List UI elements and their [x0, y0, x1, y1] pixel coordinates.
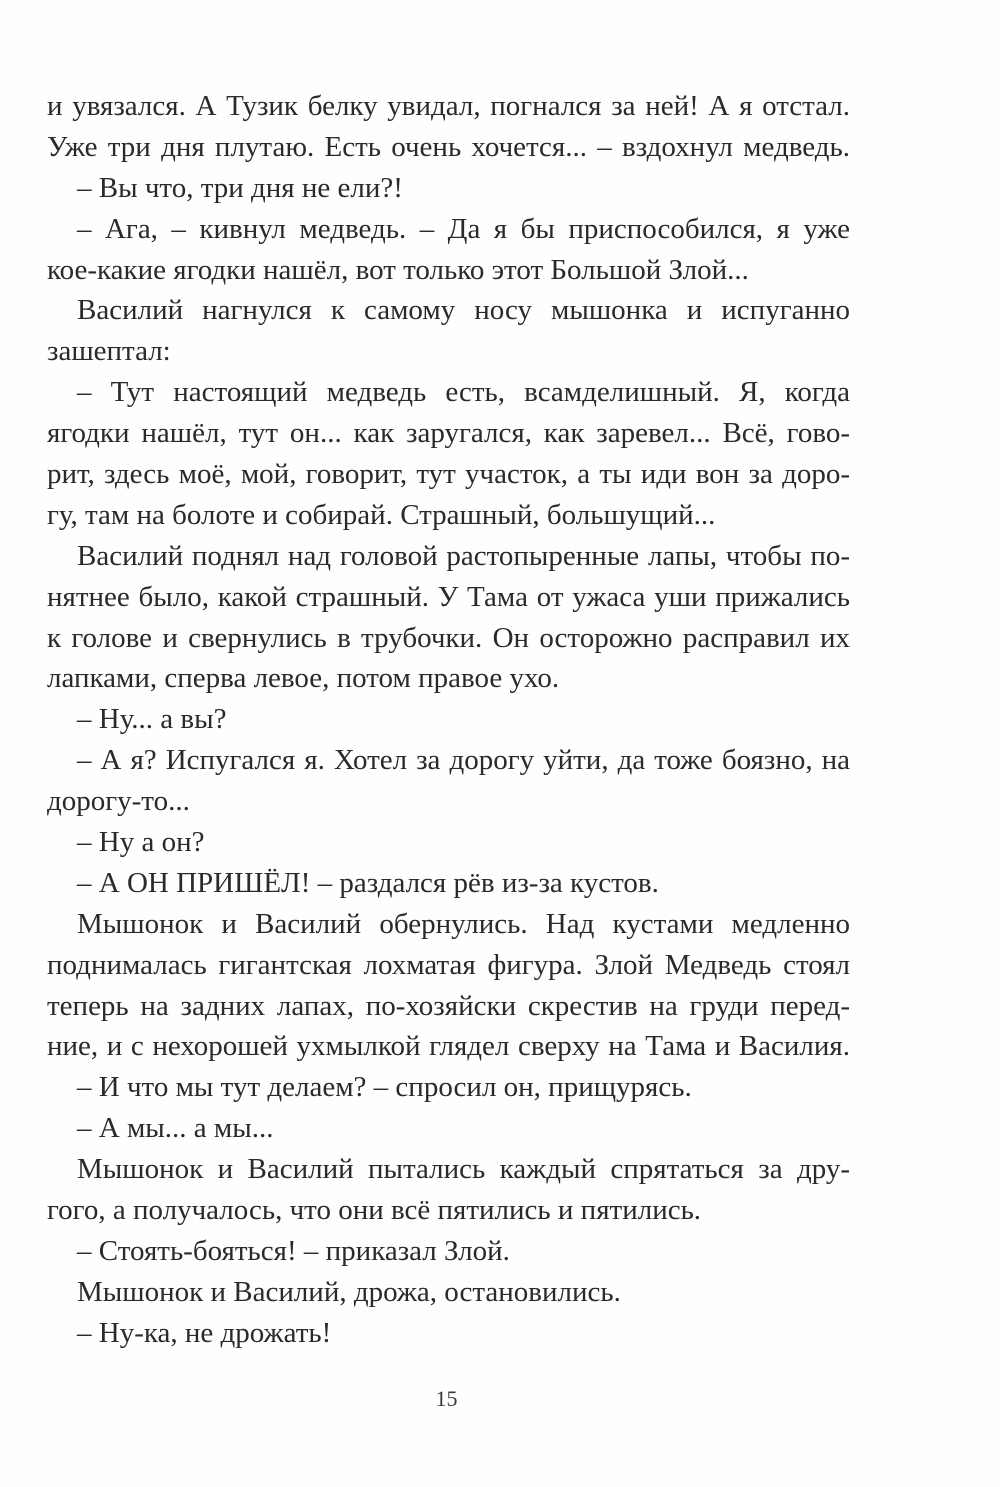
text-line: ние, и с нехорошей ухмылкой глядел сверху на Тама и Василия. [47, 1030, 850, 1063]
text-line: Мышонок и Василий, дрожа, остановились. [77, 1275, 621, 1308]
text-line: Василий нагнулся к самому носу мышонка и испуганно [77, 294, 850, 327]
text-line: – Тут настоящий медведь есть, всамделишный. Я, когда [77, 376, 850, 409]
text-line: – Вы что, три дня не ели?! [77, 171, 403, 204]
text-line: зашептал: [47, 335, 171, 368]
text-line: – Ну-ка, не дрожать! [77, 1316, 332, 1349]
text-line: к голове и свернулись в трубочки. Он осторожно расправил их [47, 621, 850, 654]
text-line: – А ОН ПРИШЁЛ! – раздался рёв из-за кустов. [77, 866, 659, 899]
text-line: – Ну а он? [77, 826, 205, 859]
text-line: гого, а получалось, что они всё пятились и пятились. [47, 1194, 702, 1227]
text-line: – Ну... а вы? [77, 703, 227, 736]
text-line: лапками, сперва левое, потом правое ухо. [47, 662, 560, 695]
text-line: дорогу-то... [47, 785, 190, 818]
page-text [47, 86, 850, 1354]
text-line: Уже три дня плутаю. Есть очень хочется... – вздохнул медведь. [47, 130, 850, 163]
text-line: поднималась гигантская лохматая фигура. Злой Медведь стоял [47, 948, 850, 981]
text-line: Мышонок и Василий обернулись. Над кустами медленно [77, 907, 850, 940]
text-line: – А я? Испугался я. Хотел за дорогу уйти, да тоже боязно, на [77, 744, 850, 777]
text-line: – Ага, – кивнул медведь. – Да я бы приспособился, я уже [77, 212, 850, 245]
text-line: ягодки нашёл, тут он... как заругался, как заревел... Всё, гово- [47, 417, 850, 450]
text-line: – А мы... а мы... [77, 1112, 274, 1145]
text-line: гу, там на болоте и собирай. Страшный, большущий... [47, 498, 716, 531]
text-line: рит, здесь моё, мой, говорит, тут участок, а ты иди вон за доро- [47, 458, 850, 491]
text-line: – Стоять-бояться! – приказал Злой. [77, 1234, 510, 1267]
text-line: Мышонок и Василий пытались каждый спрятаться за дру- [77, 1153, 850, 1186]
text-line: и увязался. А Тузик белку увидал, погнался за ней! А я отстал. [47, 90, 850, 122]
text-line: Василий поднял над головой растопыренные лапы, чтобы по- [77, 539, 850, 572]
text-line: кое-какие ягодки нашёл, вот только этот Большой Злой... [47, 253, 749, 286]
text-line: теперь на задних лапах, по-хозяйски скрестив на груди перед- [47, 989, 850, 1022]
page-number: 15 [435, 1386, 458, 1411]
text-line: нятнее было, какой страшный. У Тама от ужаса уши прижались [47, 580, 850, 613]
text-line: – И что мы тут делаем? – спросил он, прищурясь. [77, 1071, 692, 1104]
